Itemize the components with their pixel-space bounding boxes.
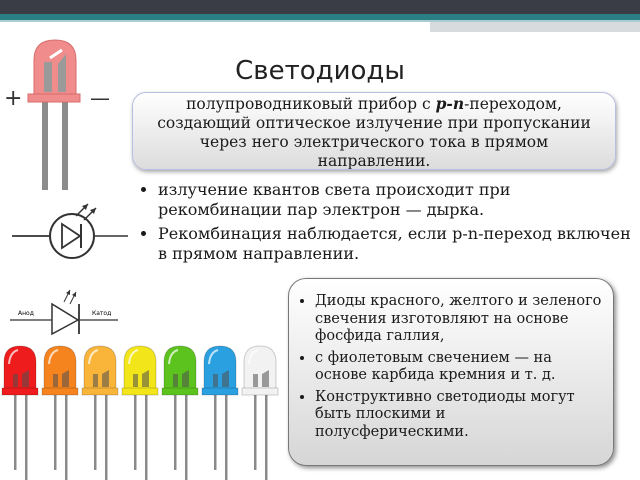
- led-2: [42, 346, 78, 480]
- led-materials-box: [288, 278, 614, 466]
- led-7: [242, 346, 278, 480]
- led-cross-section-illustration: [0, 34, 130, 190]
- info-point-1: • Диоды красного, желтого и зеленого свечения изготовляют на основе фосфида галлия,: [315, 293, 603, 346]
- led-3: [82, 346, 118, 480]
- anode-cathode-symbol: [10, 284, 120, 340]
- definition-prefix: полупроводниковый прибор с: [186, 95, 436, 113]
- main-point-1: • излучение квантов света происходит при рекомбинации пар электрон — дырка.: [158, 180, 638, 220]
- definition-emphasis: p-n: [435, 94, 465, 113]
- info-point-2: • с фиолетовым свечением — на основе карбида кремния и т. д.: [315, 350, 603, 385]
- led-1: [2, 346, 38, 480]
- colored-led-row: [0, 342, 290, 480]
- main-point-2: • Рекомбинация наблюдается, если p-n-переход включен в прямом направлении.: [158, 224, 638, 264]
- minus-terminal-label: —: [90, 86, 110, 110]
- led-circuit-symbol: [10, 196, 130, 276]
- definition-suffix: -переходом, создающий оптическое излучение при пропускании через него электрического тока в прямом направлении.: [157, 95, 591, 170]
- led-6: [202, 346, 238, 480]
- info-bullet-list: [299, 293, 603, 441]
- definition-box: [132, 92, 616, 170]
- top-gray-bar: [430, 22, 640, 32]
- led-4: [122, 346, 158, 480]
- anode-label: Анод: [18, 310, 34, 317]
- slide-title: Светодиоды: [235, 56, 405, 86]
- plus-terminal-label: +: [4, 86, 23, 111]
- cathode-label: Катод: [92, 310, 112, 317]
- led-5: [162, 346, 198, 480]
- info-point-3: • Конструктивно светодиоды могут быть плоскими и полусферическими.: [315, 389, 603, 442]
- main-bullet-list: [142, 180, 638, 268]
- top-dark-bar: [0, 0, 640, 14]
